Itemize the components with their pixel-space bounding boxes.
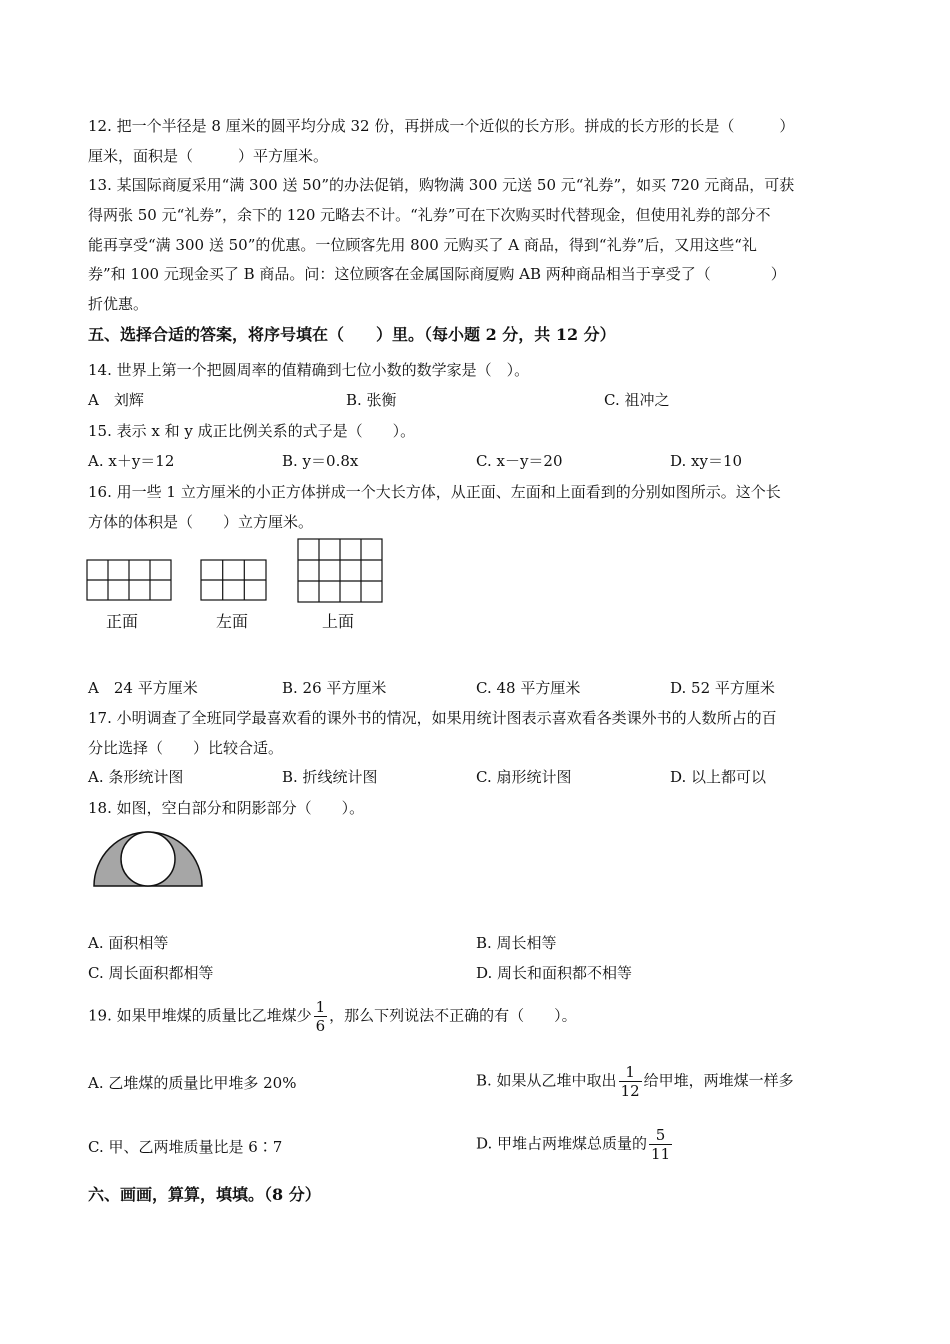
q19-option-b [476,1063,794,1100]
q15-option-d: D. xy＝10 [670,452,743,470]
fraction-numerator: 5 [655,1126,666,1144]
q17-option-b: B. 折线统计图 [282,768,378,786]
q14-option-b: B. 张衡 [346,391,397,409]
front-view-label: 正面 [106,612,139,631]
q15-option-a: A. x＋y＝12 [88,452,175,470]
q18-option-d: D. 周长和面积都不相等 [476,964,633,982]
q19-option-a: A. 乙堆煤的质量比甲堆多 20% [88,1074,297,1092]
q13-line1: 13. 某国际商厦采用“满 300 送 50”的办法促销，购物满 300 元送 50 元“礼券”，如买 720 元商品，可获 [88,176,795,194]
top-view-grid [297,538,385,604]
q16-option-a: A 24 平方厘米 [88,679,198,697]
q13-line5: 折优惠。 [88,295,149,313]
q17-line1: 17. 小明调查了全班同学最喜欢看的课外书的情况，如果用统计图表示喜欢看各类课外书的人数所占的百 [88,709,777,727]
q18-option-a: A. 面积相等 [88,934,169,952]
q16-option-c: C. 48 平方厘米 [476,679,581,697]
fraction-denominator: 11 [651,1145,671,1163]
front-view-grid [86,559,174,603]
fraction-one-sixth [314,998,328,1035]
q19-stem-pre: 19. 如果甲堆煤的质量比乙堆煤少 [88,1006,312,1025]
q15-stem: 15. 表示 x 和 y 成正比例关系的式子是（ ）。 [88,422,416,440]
q12-line1: 12. 把一个半径是 8 厘米的圆平均分成 32 份，再拼成一个近似的长方形。拼成的长方形的长是（ ） [88,117,795,135]
left-view-label: 左面 [216,612,249,631]
q14-option-a: A 刘辉 [88,391,144,409]
fraction-denominator: 12 [620,1082,640,1100]
left-view-grid [200,559,270,603]
q15-option-c: C. x－y＝20 [476,452,563,470]
q16-line2: 方体的体积是（ ）立方厘米。 [88,513,314,531]
top-view-label: 上面 [322,612,355,631]
fraction-one-twelfth [619,1063,642,1100]
q17-option-c: C. 扇形统计图 [476,768,572,786]
q19-option-d-pre: D. 甲堆占两堆煤总质量的 [476,1134,648,1153]
q14-option-c: C. 祖冲之 [604,391,670,409]
q13-line4: 券”和 100 元现金买了 B 商品。问：这位顾客在金属国际商厦购 AB 两种商品相当于享受了（ ） [88,265,786,283]
q13-line2: 得两张 50 元“礼券”，余下的 120 元略去不计。“礼券”可在下次购买时代替现金，但使用礼券的部分不 [88,206,771,224]
q19-option-c: C. 甲、乙两堆质量比是 6∶7 [88,1138,283,1156]
section-5-heading: 五、选择合适的答案，将序号填在（ ）里。（每小题 2 分，共 12 分） [88,325,616,344]
q19-stem [88,998,577,1035]
q17-option-d: D. 以上都可以 [670,768,767,786]
q16-option-b: B. 26 平方厘米 [282,679,387,697]
section-6-heading: 六、画画，算算，填填。（8 分） [88,1185,321,1204]
q13-line3: 能再享受“满 300 送 50”的优惠。一位顾客先用 800 元购买了 A 商品，得到“礼券”后，又用这些“礼 [88,236,757,254]
q17-line2: 分比选择（ ）比较合适。 [88,739,284,757]
q18-option-b: B. 周长相等 [476,934,557,952]
q17-option-a: A. 条形统计图 [88,768,184,786]
fraction-denominator: 6 [315,1017,326,1035]
fraction-numerator: 1 [625,1063,635,1081]
q15-option-b: B. y＝0.8x [282,452,359,470]
q19-option-b-post: 给甲堆，两堆煤一样多 [643,1071,794,1090]
q16-line1: 16. 用一些 1 立方厘米的小正方体拼成一个大长方体，从正面、左面和上面看到的分别如图所示。这个长 [88,483,781,501]
q18-option-c: C. 周长面积都相等 [88,964,214,982]
q16-option-d: D. 52 平方厘米 [670,679,775,697]
q18-stem: 18. 如图，空白部分和阴影部分（ ）。 [88,799,365,817]
q19-option-b-pre: B. 如果从乙堆中取出 [476,1071,617,1090]
q12-line2: 厘米，面积是（ ）平方厘米。 [88,147,329,165]
q14-stem: 14. 世界上第一个把圆周率的值精确到七位小数的数学家是（ ）。 [88,361,530,379]
q19-stem-post: ，那么下列说法不正确的有（ ）。 [329,1006,577,1025]
fraction-numerator: 1 [315,998,326,1016]
q19-option-d [476,1126,674,1163]
fraction-five-elevenths [649,1126,672,1163]
semicircle-with-circle-figure [92,830,204,890]
